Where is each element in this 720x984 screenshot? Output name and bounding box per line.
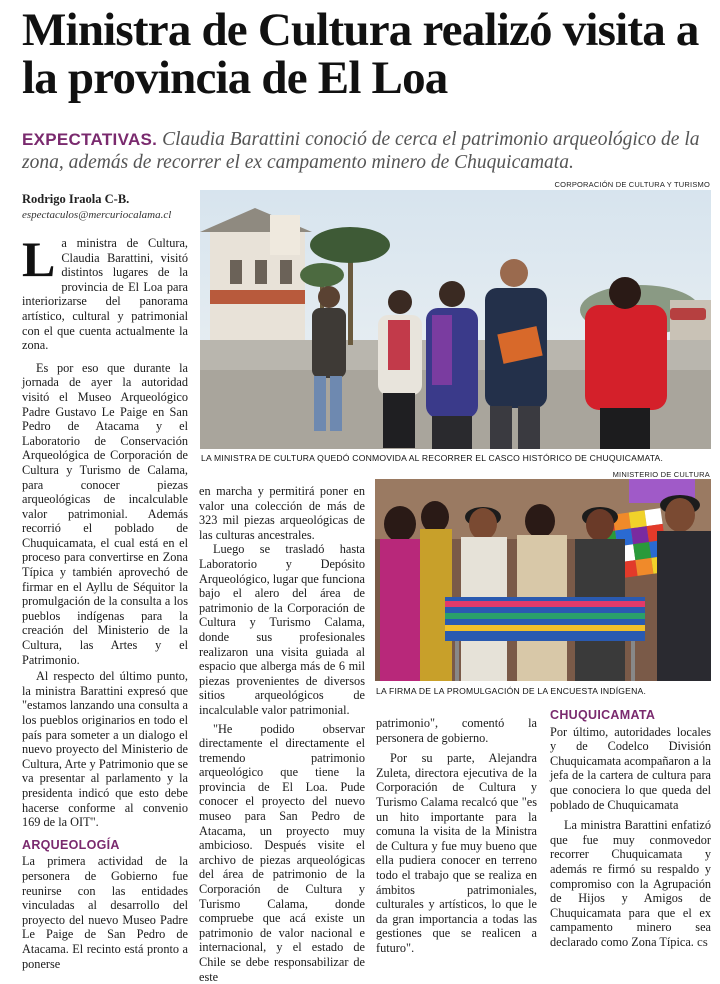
- byline-email[interactable]: espectaculos@mercuriocalama.cl: [22, 209, 171, 221]
- paragraph: en marcha y permitirá poner en valor una colección de más de 323 mil piezas arqueológicas de las culturas ancestrales.: [199, 484, 365, 542]
- photo-caption: LA FIRMA DE LA PROMULGACIÓN DE LA ENCUESTA INDÍGENA.: [376, 686, 712, 696]
- paragraph: La ministra de Cultura, Claudia Barattini, visitó distintos lugares de la provincia de El Loa para interiorizarse del panorama artístico, cultural y patrimonial con el que cuenta actualmente la zona.: [22, 236, 188, 353]
- end-mark: cs: [697, 934, 708, 949]
- article-column-1: [22, 236, 188, 956]
- deck: [22, 128, 712, 174]
- paragraph: "He podido observar directamente el directamente el tremendo patrimonio arqueológico que tiene la provincia de El Loa. Pude conocer el proyecto del nuevo museo para San Pedro de Atacama, un proyecto muy ambicioso. Después visite el archivo de piezas arqueológicas del área de patrimonio de la Corporación de Cultura y Turismo Calama, donde compruebe que acá existe un patrimonio de valor nacional e internacional, y el estado de Chile se debe responsabilizar de este: [199, 722, 365, 984]
- byline-author: Rodrigo Iraola C-B.: [22, 192, 129, 207]
- deck-text: Claudia Barattini conoció de cerca el patrimonio arqueológico de la zona, además de recorrer el ex campamento minero de Chuquicamata.: [22, 129, 700, 173]
- paragraph: Por último, autoridades locales y de Codelco División Chuquicamata acompañaron a la jefa de la cartera de cultura para que conociera lo que queda del poblado de Chuquicamata: [550, 725, 711, 813]
- paragraph: Es por eso que durante la jornada de ayer la autoridad visitó el Museo Arqueológico Padre Gustavo Le Paige en San Pedro de Atacama y el Laboratorio de Conservación Arqueológica de Corporación de Cultura y Turismo de Calama, para conocer piezas arqueológicas de incalculable valor patrimonial. Además recorrió el poblado de Chuquicamata, el cual está en el proceso para convertirse en Zona Típica y también aprovechó de firmar en el Ayllu de Séquitor la promulgación de la consulta a los pueblos indígenas para la creación del Ministerio de la Cultura, las Artes y el Patrimonio.: [22, 361, 188, 667]
- photo-firma: [375, 479, 711, 681]
- subhead-chuquicamata: CHUQUICAMATA: [550, 708, 711, 723]
- paragraph: patrimonio", comentó la personera de gobierno.: [376, 716, 537, 745]
- article-column-2: [199, 484, 365, 956]
- photo-credit: MINISTERIO DE CULTURA: [613, 470, 710, 479]
- photo-caption: LA MINISTRA DE CULTURA QUEDÓ CONMOVIDA AL RECORRER EL CASCO HISTÓRICO DE CHUQUICAMATA.: [201, 453, 711, 463]
- subhead-arqueologia: ARQUEOLOGÍA: [22, 838, 188, 853]
- article-column-3: [376, 716, 537, 956]
- photo-firma-image: [375, 479, 711, 681]
- headline: Ministra de Cultura realizó visita a la provincia de El Loa: [22, 6, 712, 102]
- photo-credit: CORPORACIÓN DE CULTURA Y TURISMO: [555, 180, 710, 189]
- paragraph: Luego se trasladó hasta Laboratorio y Depósito Arqueológico, lugar que funciona bajo el alero del área de patrimonio de la Corporación de Cultura y Turismo Calama, donde sus profesionales realizaron una visita guiada al espacio que alberga más de 6 mil piezas provenientes de diversos sitios arqueológicos de incalculable valor patrimonial.: [199, 542, 365, 717]
- paragraph: La primera actividad de la personera de Gobierno fue reunirse con las entidades vinculadas al desarrollo del proyecto del nuevo Museo Padre Le Paige de San Pedro de Atacama. El recinto está pronto a ponerse: [22, 854, 188, 971]
- paragraph: Al respecto del último punto, la ministra Barattini expresó que "estamos lanzando una consulta a los pueblos originarios en todo el país para someter a un dialogo el nuevo proyecto del Ministerio de Cultura, Arte y Patrimonio que se va presentar al parlamento y la presidenta indicó que esto debe hacerse conforme al convenio 169 de la OIT".: [22, 669, 188, 830]
- photo-chuquicamata-image: [200, 190, 711, 449]
- paragraph: La ministra Barattini enfatizó que fue muy conmovedor recorrer Chuquicamata y además re firmó su respaldo y compromiso con la Agrupación de Hijos y Amigos de Chuquicamata para que el ex campamento minero sea declarado como Zona Típica. cs: [550, 818, 711, 949]
- deck-kicker: EXPECTATIVAS.: [22, 130, 157, 149]
- article-column-4: [550, 708, 711, 956]
- paragraph: Por su parte, Alejandra Zuleta, directora ejecutiva de la Corporación de Cultura y Turismo Calama recalcó que "es un hito importante para la comuna la visita de la Ministra de Cultura y fue muy bueno que ella pudiera conocer en terreno todo el trabajo que se realiza en ámbitos patrimoniales, culturales y artísticos, lo que le da gran importancia a todas las gestiones que se realicen a futuro".: [376, 751, 537, 955]
- photo-chuquicamata: [200, 190, 711, 449]
- drop-cap: L: [22, 238, 55, 280]
